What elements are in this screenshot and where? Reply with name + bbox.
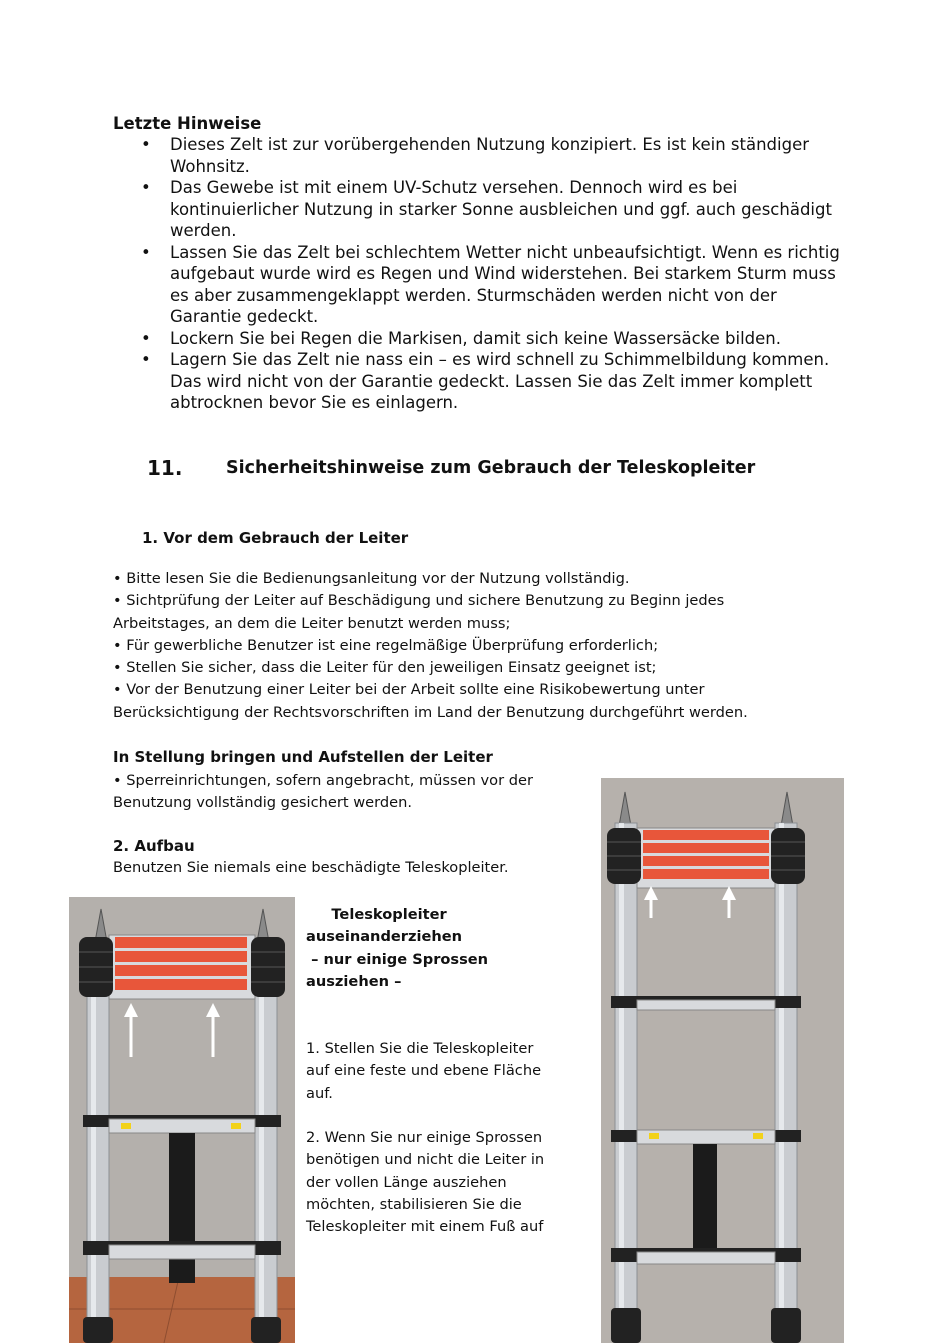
- caption-line: Teleskopleiter: [306, 906, 447, 923]
- text-line: auf eine feste und ebene Fläche: [306, 1062, 542, 1080]
- caption-line: auseinanderziehen: [306, 928, 463, 946]
- positioning-heading: In Stellung bringen und Aufstellen der Leiter: [113, 748, 493, 766]
- text-line: • Bitte lesen Sie die Bedienungsanleitung vor der Nutzung vollständig.: [113, 570, 630, 587]
- text-line: Berücksichtigung der Rechtsvorschriften im Land der Benutzung durchgeführt werden.: [113, 703, 748, 721]
- text-line: • Für gewerbliche Benutzer ist eine regelmäßige Überprüfung erforderlich;: [113, 636, 659, 654]
- list-item: • Lockern Sie bei Regen die Markisen, damit sich keine Wassersäcke bilden.: [113, 328, 853, 350]
- list-item: • Lassen Sie das Zelt bei schlechtem Wetter nicht unbeaufsichtigt. Wenn es richtig aufgebaut wurde wird es Regen und Wind widerstehen. Bei starkem Sturm muss es aber zusammengeklappt werden. Sturmschäden werden nicht von der Garantie gedeckt.: [113, 242, 853, 328]
- text-line: • Vor der Benutzung einer Leiter bei der Arbeit sollte eine Risikobewertung unter: [113, 681, 705, 699]
- text-line: der vollen Länge ausziehen: [306, 1173, 507, 1191]
- text-line: auf.: [306, 1084, 333, 1102]
- ladder-illustration-right: [601, 778, 844, 1343]
- before-use-text: [113, 568, 833, 724]
- ladder-illustration-left: [69, 897, 295, 1343]
- text-line: benötigen und nicht die Leiter in: [306, 1151, 545, 1169]
- subsection-title-before-use: 1. Vor dem Gebrauch der Leiter: [142, 529, 409, 547]
- assembly-text: Benutzen Sie niemals eine beschädigte Teleskopleiter.: [113, 859, 509, 876]
- list-item: • Lagern Sie das Zelt nie nass ein – es wird schnell zu Schimmelbildung kommen. Das wird nicht von der Garantie gedeckt. Lassen Sie das Zelt immer komplett abtrocknen bevor Sie es einlagern.: [113, 349, 853, 414]
- final-notes-heading: Letzte Hinweise: [113, 114, 262, 133]
- text-line: • Sichtprüfung der Leiter auf Beschädigung und sichere Benutzung zu Beginn jedes: [113, 592, 725, 610]
- ladder-photo-right: [601, 778, 844, 1343]
- text-line: Teleskopleiter mit einem Fuß auf: [306, 1218, 544, 1236]
- text-line: • Stellen Sie sicher, dass die Leiter für den jeweiligen Einsatz geeignet ist;: [113, 659, 657, 677]
- caption-line: ausziehen –: [306, 972, 402, 990]
- caption-line: – nur einige Sprossen: [306, 950, 489, 968]
- step-2-text: [306, 1127, 586, 1238]
- photo-caption: [306, 904, 556, 993]
- list-item: • Dieses Zelt ist zur vorübergehenden Nutzung konzipiert. Es ist kein ständiger Wohnsitz.: [113, 134, 853, 177]
- section-title: Sicherheitshinweise zum Gebrauch der Teleskopleiter: [226, 458, 756, 478]
- text-line: 2. Wenn Sie nur einige Sprossen: [306, 1129, 543, 1146]
- text-line: • Sperreinrichtungen, sofern angebracht, müssen vor der: [113, 772, 533, 789]
- positioning-text: [113, 770, 593, 815]
- ladder-photo-left: [69, 897, 295, 1343]
- list-item: • Das Gewebe ist mit einem UV-Schutz versehen. Dennoch wird es bei kontinuierlicher Nutzung in starker Sonne ausbleichen und ggf. auch geschädigt werden.: [113, 177, 853, 242]
- step-1-text: [306, 1038, 586, 1105]
- subsection-title-assembly: 2. Aufbau: [113, 837, 195, 855]
- section-number: 11.: [147, 456, 183, 480]
- final-notes-list: [113, 134, 853, 414]
- text-line: 1. Stellen Sie die Teleskopleiter: [306, 1040, 534, 1057]
- text-line: möchten, stabilisieren Sie die: [306, 1195, 522, 1213]
- text-line: Arbeitstages, an dem die Leiter benutzt werden muss;: [113, 614, 511, 632]
- text-line: Benutzung vollständig gesichert werden.: [113, 794, 412, 812]
